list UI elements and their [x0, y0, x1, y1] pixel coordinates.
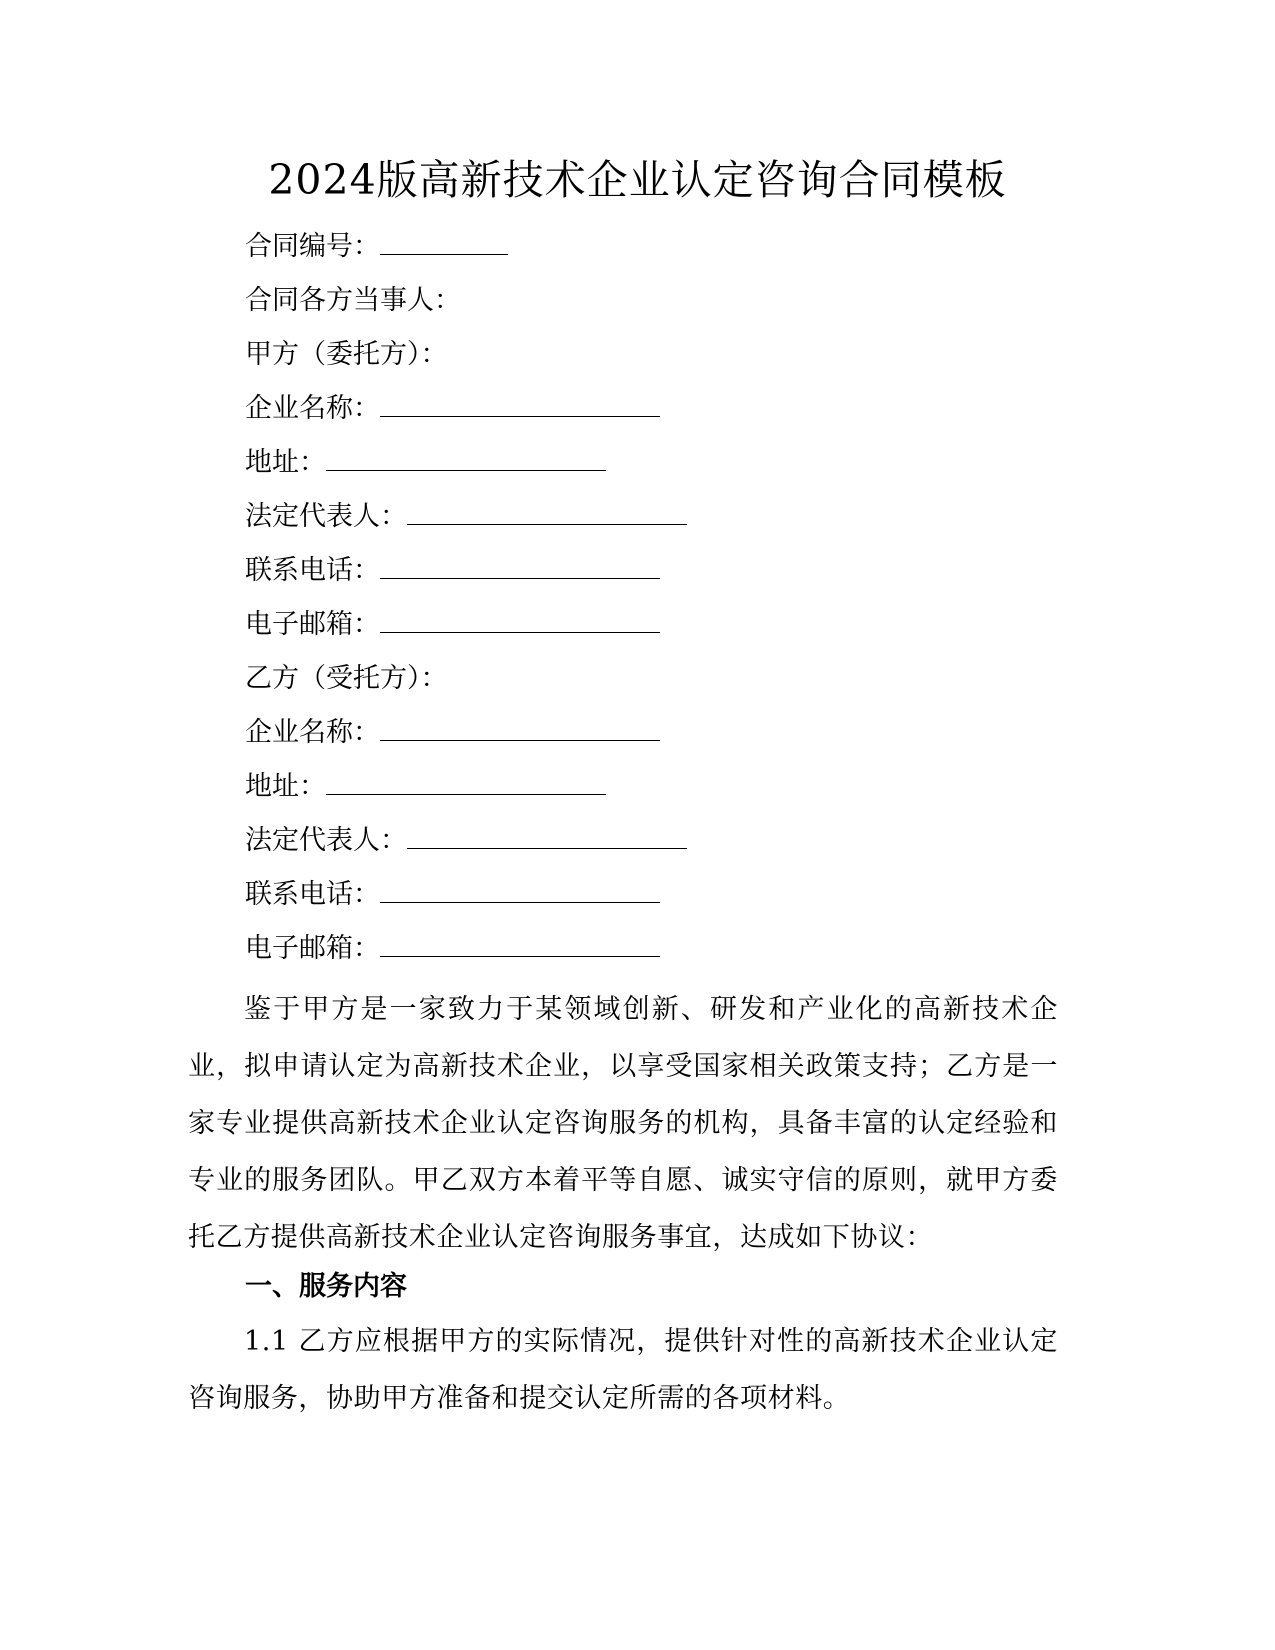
party-a-legal-rep-blank[interactable]	[407, 500, 687, 525]
party-b-phone-blank[interactable]	[380, 878, 660, 903]
party-a-address-label: 地址：	[245, 447, 326, 478]
party-b-company-line	[245, 713, 660, 753]
party-a-legal-rep-label: 法定代表人：	[245, 501, 407, 532]
party-a-address-blank[interactable]	[326, 446, 606, 471]
contract-number-blank[interactable]	[380, 230, 508, 255]
party-b-heading: 乙方（受托方）：	[245, 663, 448, 694]
party-b-address-label: 地址：	[245, 771, 326, 802]
party-a-company-label: 企业名称：	[245, 393, 380, 424]
party-b-company-blank[interactable]	[380, 716, 660, 741]
party-a-address-line	[245, 443, 606, 483]
section-1-heading: 一、服务内容	[245, 1271, 407, 1302]
party-a-phone-blank[interactable]	[380, 554, 660, 579]
party-b-company-label: 企业名称：	[245, 717, 380, 748]
party-a-legal-rep-line	[245, 497, 687, 537]
party-b-legal-rep-line	[245, 821, 687, 861]
contract-number-label: 合同编号：	[245, 231, 380, 262]
party-b-email-label: 电子邮箱：	[245, 933, 380, 964]
party-b-address-line	[245, 767, 606, 807]
party-a-email-blank[interactable]	[380, 608, 660, 633]
party-a-email-label: 电子邮箱：	[245, 609, 380, 640]
party-b-email-blank[interactable]	[380, 932, 660, 957]
party-b-address-blank[interactable]	[326, 770, 606, 795]
party-b-phone-label: 联系电话：	[245, 879, 380, 910]
party-a-email-line	[245, 605, 660, 645]
party-a-company-line	[245, 389, 660, 429]
party-b-legal-rep-label: 法定代表人：	[245, 825, 407, 856]
party-a-company-blank[interactable]	[380, 392, 660, 417]
party-a-phone-label: 联系电话：	[245, 555, 380, 586]
parties-label: 合同各方当事人：	[245, 285, 461, 316]
party-a-heading: 甲方（委托方）：	[245, 339, 448, 370]
party-b-phone-line	[245, 875, 660, 915]
party-b-email-line	[245, 929, 660, 969]
clause-1-1: 1.1 乙方应根据甲方的实际情况，提供针对性的高新技术企业认定咨询服务，协助甲方准备和提交认定所需的各项材料。	[188, 1326, 1058, 1414]
preamble-paragraph: 鉴于甲方是一家致力于某领域创新、研发和产业化的高新技术企业，拟申请认定为高新技术企业，以享受国家相关政策支持；乙方是一家专业提供高新技术企业认定咨询服务的机构，具备丰富的认定经验和专业的服务团队。甲乙双方本着平等自愿、诚实守信的原则，就甲方委托乙方提供高新技术企业认定咨询服务事宜，达成如下协议：	[188, 994, 1058, 1253]
contract-number-line	[245, 227, 508, 267]
party-a-phone-line	[245, 551, 660, 591]
party-b-legal-rep-blank[interactable]	[407, 824, 687, 849]
document-title: 2024版高新技术企业认定咨询合同模板	[268, 156, 1007, 204]
